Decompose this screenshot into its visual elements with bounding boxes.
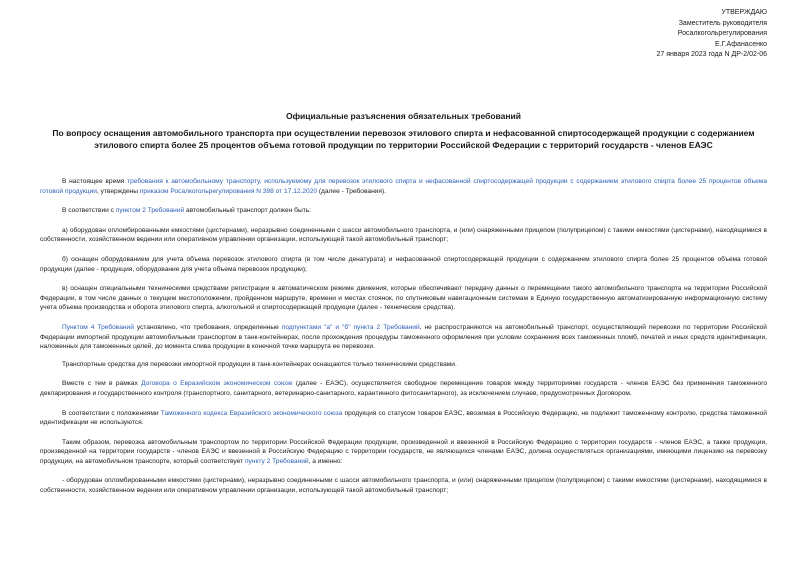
paragraph-clause-2 bbox=[40, 206, 767, 216]
paragraph-intro bbox=[40, 177, 767, 196]
document-body bbox=[40, 177, 767, 506]
approval-heading: УТВЕРЖДАЮ bbox=[721, 9, 767, 16]
paragraph-item-b: б) оснащен оборудованием для учета объема перевозок этилового спирта (в том числе денатурата) и нефасованной спиртосодержащей продукции с содержанием этилового спирта более 25 процентов объема готовой продукции (далее - продукция, оборудование для учета объема перевозок продукции); bbox=[40, 255, 767, 273]
paragraph-text: , не распространяются на автомобильный транспорт, осуществляющий перевозки по территории Российской Федерации импортной продукции автомобильным транспортом в танк-контейнерах, после прохождения процедуры таможенного оформления при условии сохранения всех таможенных пломб, печатей и иных средств идентификации, наложенных для таможенных целей, до момента слива продукции в конечной точке маршрута ее перевозки. bbox=[40, 323, 767, 351]
clause-4-link[interactable]: Пунктом 4 Требований bbox=[62, 323, 134, 331]
approval-block bbox=[656, 8, 767, 61]
paragraph-clause-4 bbox=[40, 323, 767, 352]
approver-name: Е.Г.Афанасенко bbox=[715, 40, 767, 48]
paragraph-item-c: в) оснащен специальными техническими средствами регистрации в автоматическом режиме движения, которые обеспечивают передачу данных о перемещении такого автомобильного транспорта на территории Российской Федерации, в том числе данных о текущем местоположении, пройденном маршруте, времени и местах стоянок, по спутниковым навигационным системам в Единую государственную автоматизированную информационную систему учета объема производства и оборота этилового спирта, алкогольной и спиртосодержащей продукции (далее - технические средства). bbox=[40, 285, 767, 312]
order-398-link[interactable]: приказом Росалкогольрегулирования N 398 от 17.12.2020 bbox=[139, 187, 318, 195]
paragraph-eaeu-treaty bbox=[40, 379, 767, 398]
requirements-link[interactable]: требования к автомобильному транспорту, используемому для перевозок этилового спирта и нефасованной спиртосодержащей продукции с содержанием этилового спирта более 25 процентов объема готовой продукции bbox=[40, 178, 767, 195]
paragraph-text: (далее - Требования). bbox=[317, 187, 386, 195]
approver-organization: Росалкогольрегулирования bbox=[677, 30, 767, 37]
document-subtitle: По вопросу оснащения автомобильного транспорта при осуществлении перевозок этилового спирта и нефасованной спиртосодержащей продукции с содержанием этилового спирта более 25 процентов объема готовой продукции по территории Российской Федерации с территорий государств - членов ЕАЭС bbox=[52, 128, 755, 150]
paragraph-text: В настоящее время bbox=[62, 178, 128, 185]
paragraph-text: продукция со статусом товаров ЕАЭС, ввозимая в Российскую Федерацию, не подлежит таможенному контролю, средства таможенной идентификации не используются. bbox=[40, 409, 767, 427]
eaeu-treaty-link[interactable]: Договора о Евразийском экономическом союзе bbox=[141, 380, 293, 388]
paragraph-text: (далее - ЕАЭС), осуществляется свободное перемещение товаров между территориями государств - членов ЕАЭС без применения таможенного декларирования и государственного контроля (транспортного, санитарного, ветеринарно-санитарного, карантинного фитосанитарного), за исключением случаев, предусмотренных Договором. bbox=[40, 380, 768, 397]
paragraph-item-a: а) оборудован опломбированными емкостями (цистернами), неразрывно соединенными с шасси автомобильного транспорта, и (или) снаряженными прицепом (полуприцепом) с такими емкостями (цистернами), находящимися в собственности, хозяйственном ведении или оперативном управлении организации, использующей такой автомобильный транспорт; bbox=[40, 226, 767, 244]
clause-2-link[interactable]: пункту 2 Требований bbox=[244, 457, 309, 465]
document-title: Официальные разъяснения обязательных требований bbox=[286, 111, 521, 121]
clause-2-link[interactable]: пунктом 2 Требований bbox=[115, 207, 185, 215]
paragraph-text: , утверждены bbox=[96, 187, 140, 195]
paragraph-customs-code bbox=[40, 409, 767, 428]
paragraph-dash-item: - оборудован опломбированными емкостями (цистернами), неразрывно соединенными с шасси автомобильного транспорта, и (или) снаряженными прицепом (полуприцепом) с такими емкостями (цистернами), находящимися в собственности, хозяйственном ведении или оперативном управлении организации, использующей такой автомобильный транспорт; bbox=[40, 477, 767, 495]
paragraph-text: автомобильный транспорт должен быть: bbox=[184, 207, 311, 215]
subclauses-a-b-link[interactable]: подпунктами "а" и "б" пункта 2 Требований bbox=[281, 323, 420, 331]
paragraph-text: Таким образом, перевозка автомобильным транспортом по территории Российской Федерации продукции, произведенной и ввезенной в Российскую Федерацию с территории государств - членов ЕАЭС, а также продукции, произведенной на территории государств - членов ЕАЭС и ввезенной в Российскую Федерацию с территории государств, не являющихся членами ЕАЭС, должна осуществляться организациями, имеющими лицензию на перевозку продукции, на автомобильном транспорте, который соответствует bbox=[40, 438, 767, 465]
paragraph-text: , а именно: bbox=[308, 457, 343, 465]
paragraph-text: В соответствии с положениями bbox=[62, 409, 161, 417]
paragraph-conclusion bbox=[40, 438, 767, 467]
customs-code-link[interactable]: Таможенного кодекса Евразийского экономического союза bbox=[160, 409, 343, 417]
paragraph-text: установлено, что требования, определенные bbox=[133, 323, 282, 331]
paragraph-text: Вместе с тем в рамках bbox=[62, 380, 142, 388]
paragraph-tank-containers: Транспортные средства для перевозки импортной продукции в танк-контейнерах оснащаются только техническими средствами. bbox=[62, 360, 457, 368]
paragraph-text: В соответствии с bbox=[62, 207, 116, 215]
approval-date-number: 27 января 2023 года N ДР-2/02-06 bbox=[656, 51, 767, 58]
approver-position: Заместитель руководителя bbox=[678, 19, 767, 27]
